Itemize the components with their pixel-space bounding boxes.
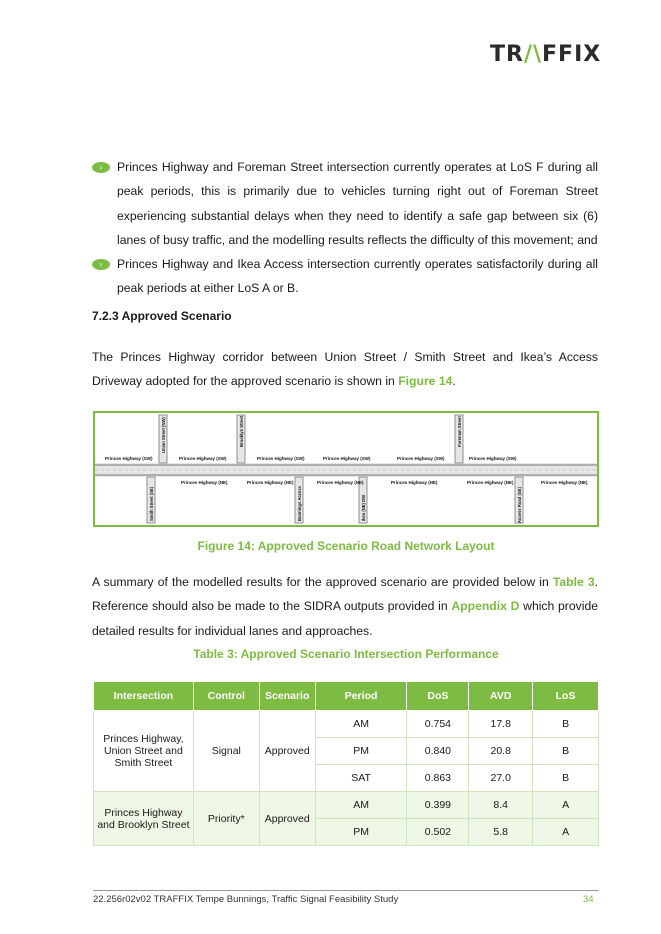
intro-paragraph: The Princes Highway corridor between Union Street / Smith Street and Ikea’s Access Driveway adopted for the approved scenario is shown in Figure 14.: [92, 350, 598, 389]
road-network-diagram: [95, 413, 597, 525]
avd-cell: 8.4: [469, 792, 533, 819]
table-row: [94, 711, 599, 738]
side-street-label: Bunnings Access: [297, 486, 302, 521]
column-header: LoS: [533, 682, 599, 711]
table-header-row: [94, 682, 599, 711]
label-ne: Princes Highway (NE): [391, 480, 438, 485]
dos-cell: 0.399: [407, 792, 469, 819]
chevron-right-circle-icon: ›: [92, 162, 110, 173]
los-cell: B: [533, 765, 599, 792]
control-cell: Signal: [193, 711, 259, 792]
los-cell: B: [533, 738, 599, 765]
label-ne: Princes Highway (NE): [247, 480, 294, 485]
side-street-label: Access Road (SE): [517, 487, 522, 523]
label-ne: Princes Highway (NE): [541, 480, 588, 485]
label-sw: Princes Highway (SW): [469, 456, 517, 461]
column-header: Scenario: [259, 682, 315, 711]
section-heading: 7.2.3 Approved Scenario: [92, 309, 232, 323]
label-ne: Princes Highway (NE): [467, 480, 514, 485]
side-street-label: Foreman Street: [457, 416, 462, 447]
table-row: [94, 792, 599, 819]
los-cell: A: [533, 792, 599, 819]
period-cell: AM: [315, 792, 407, 819]
scenario-cell: Approved: [259, 792, 315, 846]
label-ne: Princes Highway (NE): [181, 480, 228, 485]
dos-cell: 0.502: [407, 819, 469, 846]
los-cell: B: [533, 711, 599, 738]
summary-paragraph: A summary of the modelled results for the approved scenario are provided below in Table 3. Reference should also be made to the SIDRA outputs provided in Appendix D which provide detailed results for individual lanes and approaches.: [92, 575, 598, 638]
page-number: 34: [583, 894, 594, 905]
dos-cell: 0.863: [407, 765, 469, 792]
intersection-performance-table: [93, 681, 599, 846]
avd-cell: 5.8: [469, 819, 533, 846]
figure-caption: Figure 14: Approved Scenario Road Network Layout: [197, 539, 495, 553]
label-sw: Princes Highway (SW): [397, 456, 445, 461]
dos-cell: 0.840: [407, 738, 469, 765]
intersection-cell: Princes Highway and Brooklyn Street: [94, 792, 194, 846]
control-cell: Priority*: [193, 792, 259, 846]
list-item: › Princes Highway and Foreman Street intersection currently operates at LoS F during all peak periods, this is primarily due to vehicles turning right out of Foreman Street experiencing substantial delays when they need to identify a safe gap between six (6) lanes of busy traffic, and the modelling results reflects the difficulty of this movement; and: [92, 155, 598, 252]
table-reference-link[interactable]: Table 3: [552, 575, 595, 589]
bullet-list: [92, 155, 598, 301]
list-item: › Princes Highway and Ikea Access intersection currently operates satisfactorily during all peak periods at either LoS A or B.: [92, 252, 598, 301]
footer-divider: [93, 890, 599, 891]
column-header: AVD: [469, 682, 533, 711]
avd-cell: 17.8: [469, 711, 533, 738]
side-street-label: Smith Street (SE): [149, 486, 154, 521]
period-cell: PM: [315, 819, 407, 846]
table-caption: Table 3: Approved Scenario Intersection Performance: [193, 647, 499, 661]
label-sw: Princes Highway (SW): [179, 456, 227, 461]
side-street-label: Ikea (NE) DW: [361, 494, 366, 521]
period-cell: SAT: [315, 765, 407, 792]
label-sw: Princes Highway (SW): [257, 456, 305, 461]
appendix-reference-link[interactable]: Appendix D: [451, 599, 520, 614]
chevron-right-circle-icon: ›: [92, 259, 110, 270]
avd-cell: 20.8: [469, 738, 533, 765]
label-ne: Princes Highway (NE): [317, 480, 364, 485]
intersection-cell: Princes Highway, Union Street and Smith Street: [94, 711, 194, 792]
column-header: DoS: [407, 682, 469, 711]
figure-reference-link[interactable]: Figure 14: [398, 374, 453, 389]
column-header: Period: [315, 682, 407, 711]
road-network-figure: [93, 411, 599, 527]
avd-cell: 27.0: [469, 765, 533, 792]
side-street-label: Brooklyn Street: [239, 415, 244, 447]
footer-text: 22.256r02v02 TRAFFIX Tempe Bunnings, Traffic Signal Feasibility Study: [93, 894, 399, 905]
period-cell: PM: [315, 738, 407, 765]
column-header: Control: [193, 682, 259, 711]
side-street-label: Union Street (NW): [161, 417, 166, 453]
dos-cell: 0.754: [407, 711, 469, 738]
los-cell: A: [533, 819, 599, 846]
label-sw: Princes Highway (SW): [105, 456, 153, 461]
traffix-logo: TR/\FFIX: [490, 42, 602, 67]
period-cell: AM: [315, 711, 407, 738]
scenario-cell: Approved: [259, 711, 315, 792]
label-sw: Princes Highway (SW): [323, 456, 371, 461]
column-header: Intersection: [94, 682, 194, 711]
